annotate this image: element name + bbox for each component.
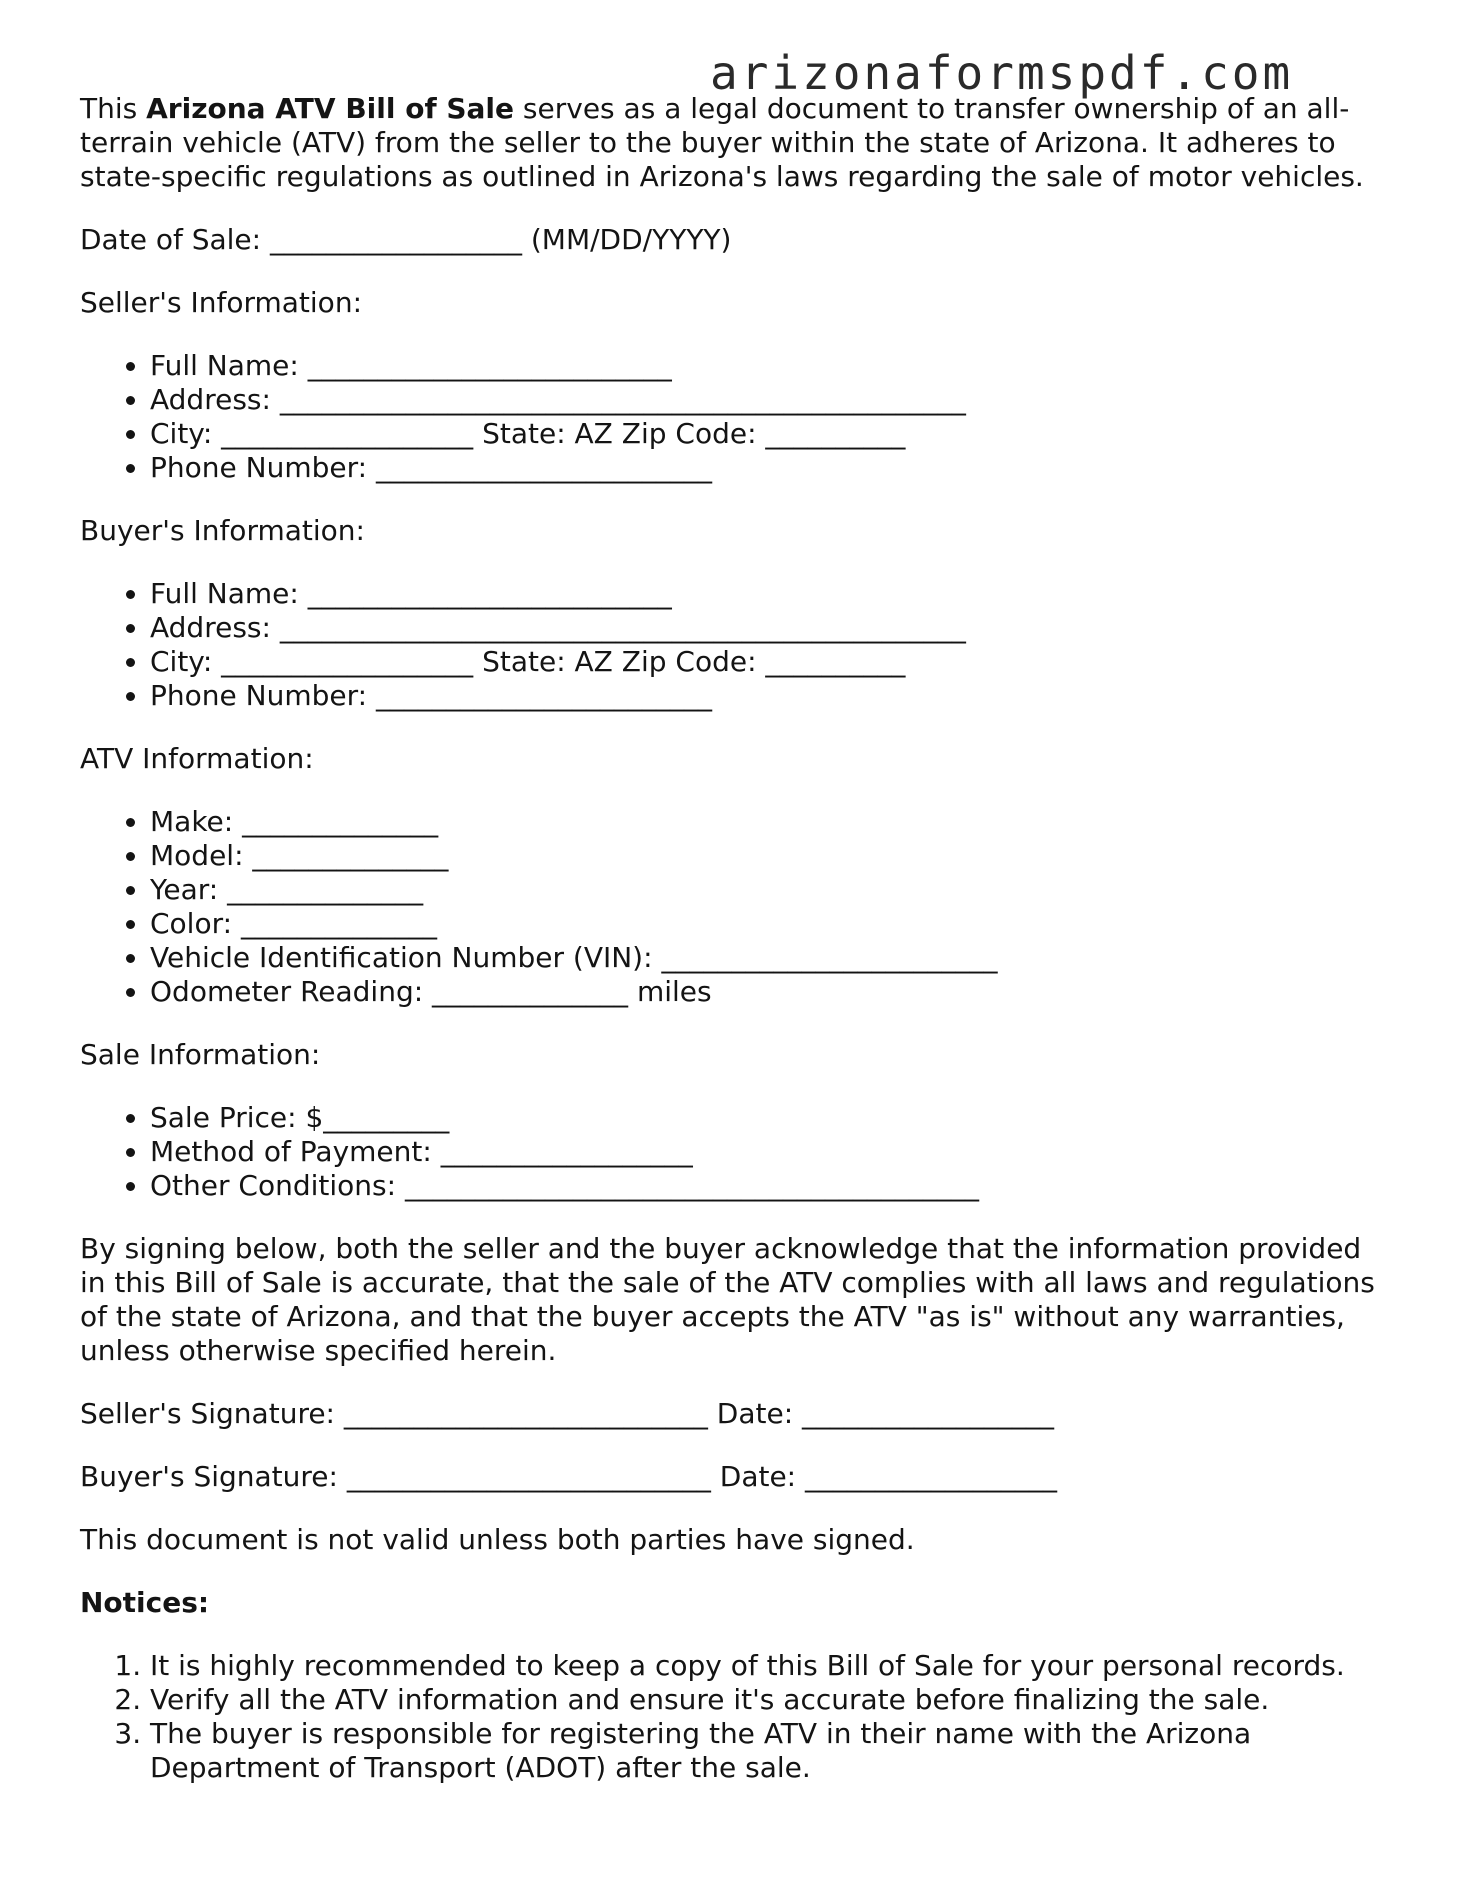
atv-color-field[interactable]: • Color: ______________ [150, 907, 1380, 941]
notices-list [80, 1649, 1380, 1785]
intro-rest: serves as a legal document to transfer ownership of an all-terrain vehicle (ATV) from the seller to the buyer within the state of Arizona. It adheres to state-specific regulations as outlined in Arizona's laws regarding the sale of motor vehicles. [80, 92, 1364, 193]
seller-full-name-field[interactable]: • Full Name: __________________________ [150, 349, 1380, 383]
buyer-phone-field[interactable]: • Phone Number: ________________________ [150, 679, 1380, 713]
atv-odometer-field[interactable]: • Odometer Reading: ______________ miles [150, 975, 1380, 1009]
notice-item: 1. It is highly recommended to keep a copy of this Bill of Sale for your personal records. [150, 1649, 1380, 1683]
notice-item: 2. Verify all the ATV information and ensure it's accurate before finalizing the sale. [150, 1683, 1380, 1717]
seller-signature-field[interactable]: Seller's Signature: __________________________ Date: __________________ [80, 1397, 1055, 1430]
buyer-fields [80, 577, 1380, 713]
intro-lead: This [80, 92, 147, 125]
atv-model-field[interactable]: • Model: ______________ [150, 839, 1380, 873]
seller-address-field[interactable]: • Address: _________________________________________________ [150, 383, 1380, 417]
atv-year-field[interactable]: • Year: ______________ [150, 873, 1380, 907]
other-conditions-field[interactable]: • Other Conditions: _________________________________________ [150, 1169, 1380, 1203]
atv-fields [80, 805, 1380, 1009]
seller-phone-field[interactable]: • Phone Number: ________________________ [150, 451, 1380, 485]
date-of-sale-field[interactable]: Date of Sale: __________________ (MM/DD/YYYY) [80, 223, 732, 256]
buyer-full-name-field[interactable]: • Full Name: __________________________ [150, 577, 1380, 611]
seller-fields [80, 349, 1380, 485]
atv-make-field[interactable]: • Make: ______________ [150, 805, 1380, 839]
notice-item: 3. The buyer is responsible for registering the ATV in their name with the Arizona Department of Transport (ADOT) after the sale. [150, 1717, 1380, 1785]
sale-fields [80, 1101, 1380, 1203]
watermark: arizonaformspdf.com [710, 46, 1294, 100]
buyer-heading: Buyer's Information: [80, 514, 365, 547]
acknowledgement-paragraph: By signing below, both the seller and the buyer acknowledge that the information provided in this Bill of Sale is accurate, that the sale of the ATV complies with all laws and regulations of the state of Arizona, and that the buyer accepts the ATV "as is" without any warranties, unless otherwise specified herein. [80, 1232, 1375, 1367]
atv-vin-field[interactable]: • Vehicle Identification Number (VIN): ________________________ [150, 941, 1380, 975]
sale-heading: Sale Information: [80, 1038, 321, 1071]
buyer-signature-field[interactable]: Buyer's Signature: __________________________ Date: __________________ [80, 1460, 1058, 1493]
validity-statement: This document is not valid unless both parties have signed. [80, 1523, 915, 1556]
buyer-city-state-zip-field[interactable]: • City: __________________ State: AZ Zip Code: __________ [150, 645, 1380, 679]
document-body [80, 92, 1380, 1814]
notices-heading: Notices: [80, 1586, 210, 1619]
form-name: Arizona ATV Bill of Sale [146, 92, 515, 125]
seller-city-state-zip-field[interactable]: • City: __________________ State: AZ Zip Code: __________ [150, 417, 1380, 451]
atv-heading: ATV Information: [80, 742, 314, 775]
seller-heading: Seller's Information: [80, 286, 362, 319]
intro-paragraph [80, 92, 1380, 194]
sale-price-field[interactable]: • Sale Price: $_________ [150, 1101, 1380, 1135]
payment-method-field[interactable]: • Method of Payment: __________________ [150, 1135, 1380, 1169]
buyer-address-field[interactable]: • Address: _________________________________________________ [150, 611, 1380, 645]
